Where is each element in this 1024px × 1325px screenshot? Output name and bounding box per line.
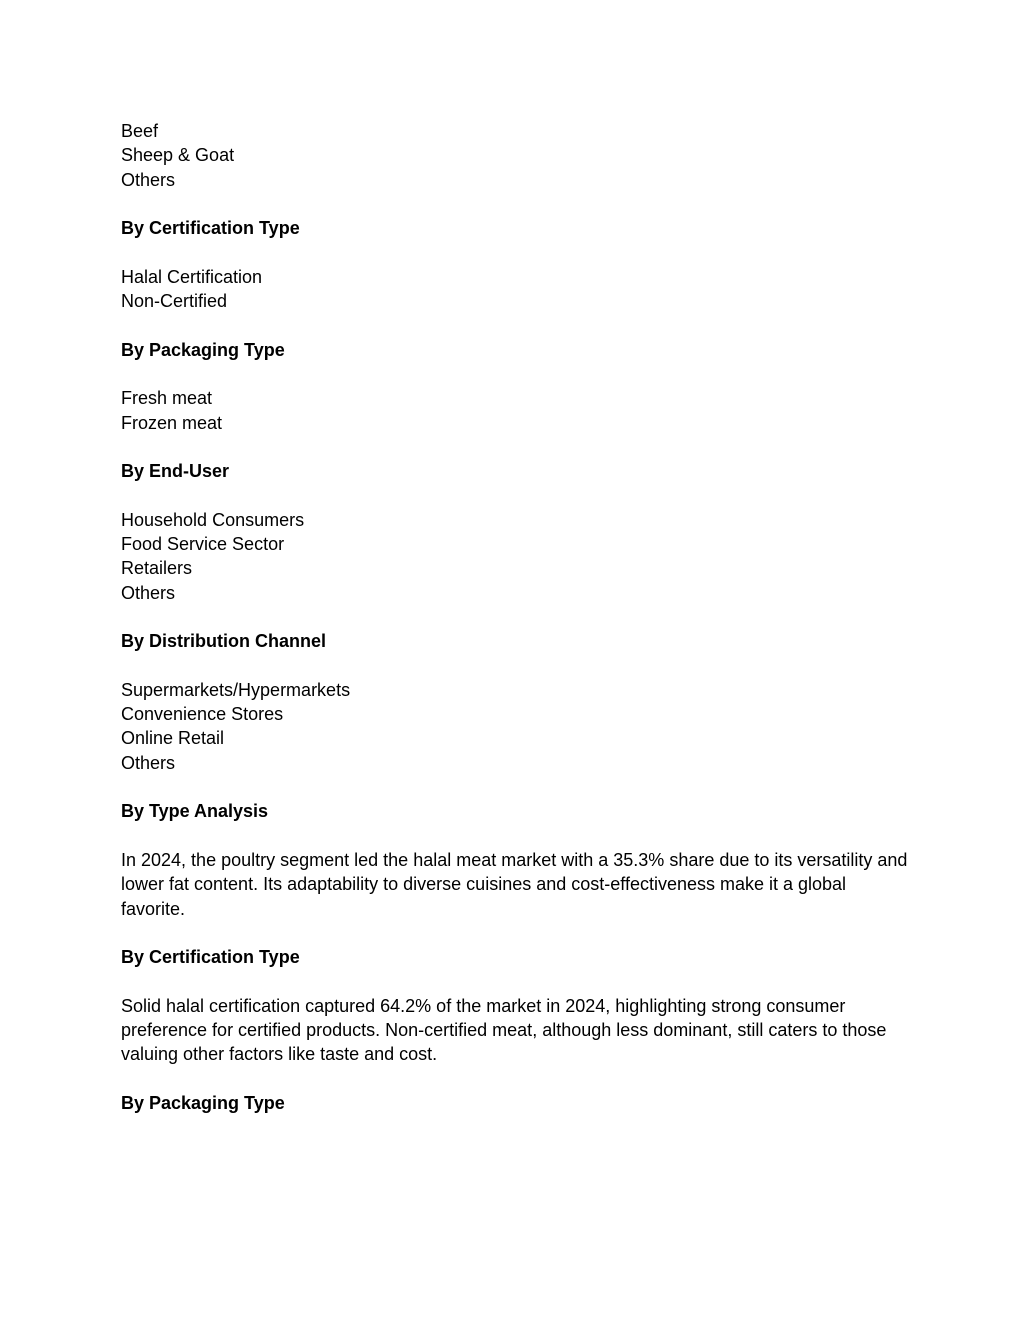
spacer	[121, 605, 911, 629]
spacer	[121, 1067, 911, 1091]
list-item: Others	[121, 752, 176, 773]
spacer	[121, 240, 911, 264]
paragraph-certification-analysis: Solid halal certification captured 64.2% of the market in 2024, highlighting strong consumer preference for certified products. Non-certified meat, although less dominant, still caters to those valuing other factors like taste and cost.	[121, 995, 887, 1065]
spacer	[121, 435, 911, 459]
list-item: Supermarkets/Hypermarkets	[121, 679, 351, 700]
list-item: Halal Certification	[121, 266, 263, 287]
section-heading-type-analysis: By Type Analysis	[121, 801, 269, 822]
list-item: Beef	[121, 121, 159, 141]
list-item: Food Service Sector	[121, 534, 285, 555]
spacer	[121, 362, 911, 386]
section-heading-end-user: By End-User	[121, 461, 230, 482]
spacer	[121, 483, 911, 507]
list-item: Sheep & Goat	[121, 145, 235, 166]
section-heading-packaging: By Packaging Type	[121, 339, 285, 360]
list-item: Others	[121, 582, 176, 603]
list-item: Online Retail	[121, 728, 225, 749]
list-item: Fresh meat	[121, 388, 213, 409]
section-heading-packaging-analysis: By Packaging Type	[121, 1092, 285, 1113]
spacer	[121, 775, 911, 799]
list-item: Frozen meat	[121, 412, 223, 433]
section-heading-certification: By Certification Type	[121, 218, 300, 239]
list-item: Non-Certified	[121, 291, 228, 312]
spacer	[121, 313, 911, 337]
spacer	[121, 824, 911, 848]
list-item: Household Consumers	[121, 509, 305, 530]
spacer	[121, 921, 911, 945]
spacer	[121, 654, 911, 678]
paragraph-type-analysis: In 2024, the poultry segment led the halal meat market with a 35.3% share due to its versatility and lower fat content. Its adaptability to diverse cuisines and cost-effectiveness make it a global favorite.	[121, 849, 908, 919]
spacer	[121, 969, 911, 993]
section-heading-certification-analysis: By Certification Type	[121, 947, 300, 968]
list-item: Convenience Stores	[121, 704, 284, 725]
list-item: Others	[121, 169, 176, 190]
section-heading-distribution: By Distribution Channel	[121, 631, 327, 652]
document-page	[121, 119, 911, 1115]
list-item: Retailers	[121, 558, 193, 579]
spacer	[121, 192, 911, 216]
